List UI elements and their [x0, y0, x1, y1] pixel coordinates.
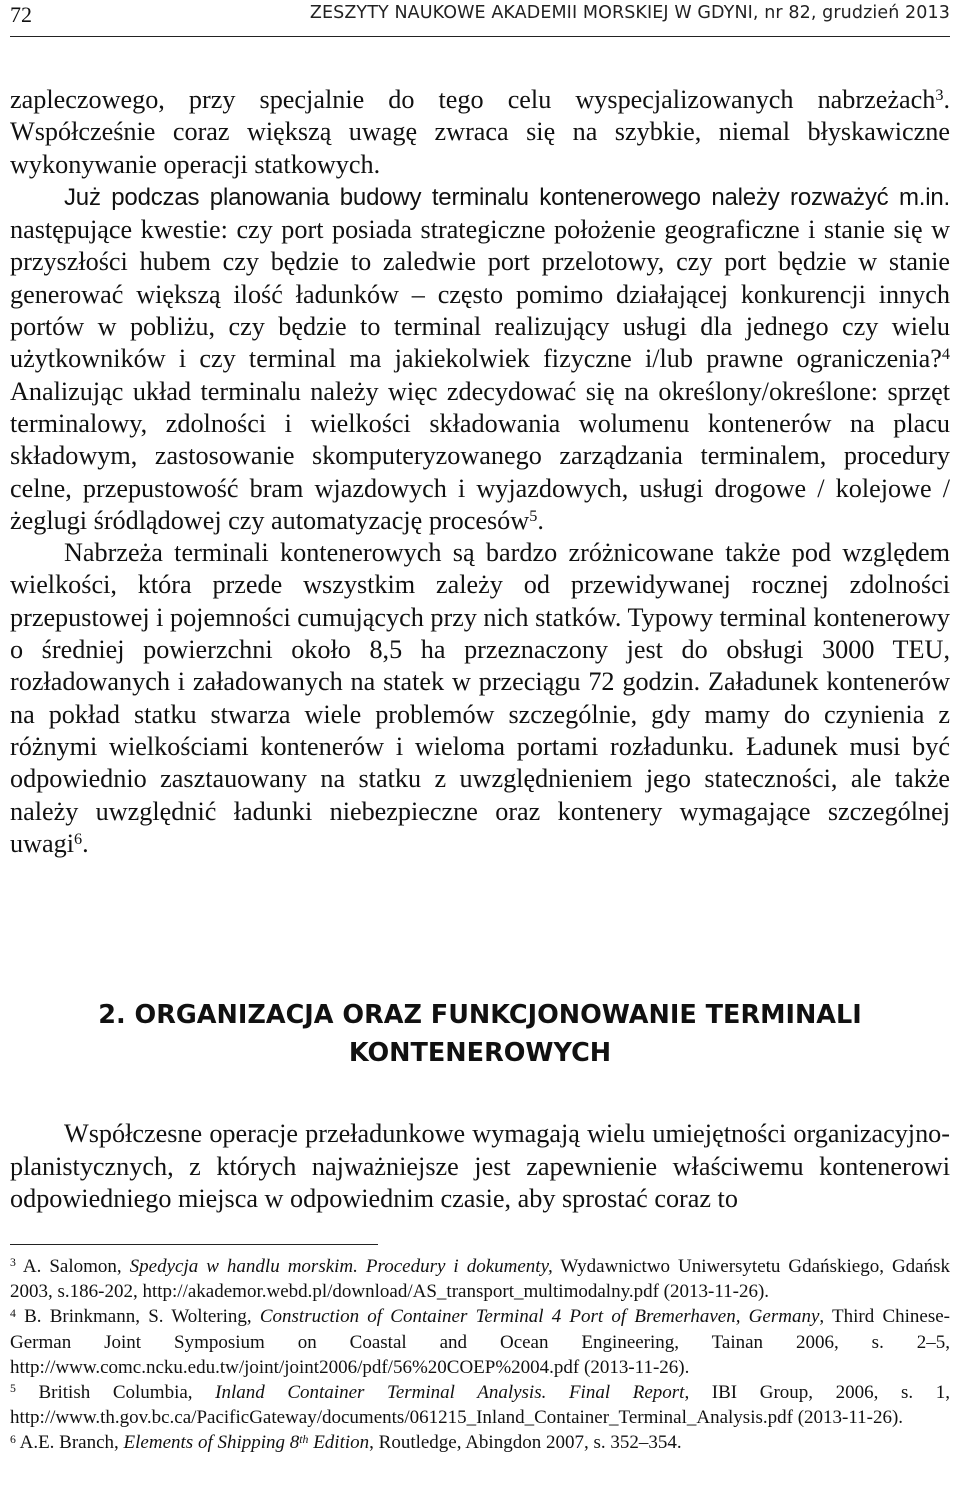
paragraph: Nabrzeża terminali kontenerowych są bardzo zróżnicowane także pod względem wielkości, która przede wszystkim zależy od przewidywanej rocznej zdolności przepustowej i pojemności cumujących przy nich statków. Typowy terminal kontenerowy o średniej powierzchni około 8,5 ha przeznaczony jest do obsługi 3000 TEU, rozładowanych i załadowanych na statek w przeciągu 72 godzin. Załadunek kontenerów na pokład statku stwarza wiele problemów szczególnie, gdy mamy do czynienia z różnymi wielkościami kontenerów i wieloma portami rozładunku. Ładunek musi być odpowiednio zasztauowany na statku z uwzględnieniem jego stateczności, ale także należy uwzględnić ładunki niebezpieczne oraz kontenery wymagające szczególnej uwagi$^6$.	[10, 538, 950, 858]
journal-title: ZESZYTY NAUKOWE AKADEMII MORSKIEJ W GDYNI, nr 82, grudzień 2013	[309, 3, 950, 23]
footnote: $^5$ British Columbia, Inland Container Terminal Analysis. Final Report, IBI Group, 2006, s. 1, http://www.th.gov.bc.ca/PacificGateway/documents/061215_Inland_Container_Terminal_Analysis.pdf (2013-11-26).	[10, 1382, 950, 1429]
section-body-text	[10, 1118, 950, 1216]
footnote-separator	[10, 1244, 378, 1245]
body-text	[10, 84, 950, 860]
footnote-ref: 5	[529, 506, 538, 525]
paragraph: Już podczas planowania budowy terminalu kontenerowego należy rozważyć m.in. następujące kwestie: czy port posiada strategiczne położenie geograficzne i stanie się w przyszłości hubem czy będzie to zaledwie port przelotowy, czy port będzie w stanie generować większą ilość ładunków – często pomimo działającej konkurencji innych portów w pobliżu, czy będzie to terminal realizujący usługi dla jednego czy wielu użytkowników i czy terminal ma jakiekolwiek fizyczne i/lub prawne ograniczenia?$^4$ Analizując układ terminalu należy więc zdecydować się na określony/określone: sprzęt terminalowy, zdolności i wielkości składowania wolumenu kontenerów na placu składowym, zastosowanie skomputeryzowanego zarządzania terminalem, procedury celne, przepustowość bram wjazdowych i wyjazdowych, usługi drogowe / kolejowe / żeglugi śródlądowej czy automatyzację procesów$^5$.	[10, 183, 950, 535]
page-number: 72	[10, 2, 32, 27]
paragraph: Współczesne operacje przeładunkowe wymagają wielu umiejętności organizacyjno-planistycznych, z których najważniejsze jest zapewnienie właściwemu kontenerowi odpowiedniego miejsca w odpowiednim czasie, aby sprostać coraz to	[10, 1119, 950, 1213]
footnote: $^3$ A. Salomon, Spedycja w handlu morskim. Procedury i dokumenty, Wydawnictwo Uniwersytetu Gdańskiego, Gdańsk 2003, s.186-202, http://akademor.webd.pl/download/AS_transport_multimodalny.pdf (2013-11-26).	[10, 1256, 950, 1303]
section-heading: 2. ORGANIZACJA ORAZ FUNKCJONOWANIE TERMINALI KONTENEROWYCH	[98, 1000, 862, 1068]
footnotes	[10, 1254, 950, 1456]
footnote-ref: 6	[74, 829, 83, 848]
running-header	[10, 0, 950, 37]
footnote-ref: 4	[941, 345, 950, 364]
footnote-ref: 3	[935, 85, 944, 104]
footnote: $^6$ A.E. Branch, Elements of Shipping 8th Edition, Routledge, Abingdon 2007, s. 352–354.	[10, 1432, 682, 1454]
paragraph: zapleczowego, przy specjalnie do tego celu wyspecjalizowanych nabrzeżach$^3$. Współcześnie coraz większą uwagę zwraca się na szybkie, niemal błyskawiczne wykonywanie operacji statkowych.	[10, 85, 950, 179]
footnote: $^4$ B. Brinkmann, S. Woltering, Construction of Container Terminal 4 Port of Bremerhaven, Germany, Third Chinese-German Joint Symposium on Coastal and Ocean Engineering, Tainan 2006, s. 2–5, http://www.comc.ncku.edu.tw/joint/joint2006/pdf/56%20COEP%2004.pdf (2013-11-26).	[10, 1306, 950, 1378]
